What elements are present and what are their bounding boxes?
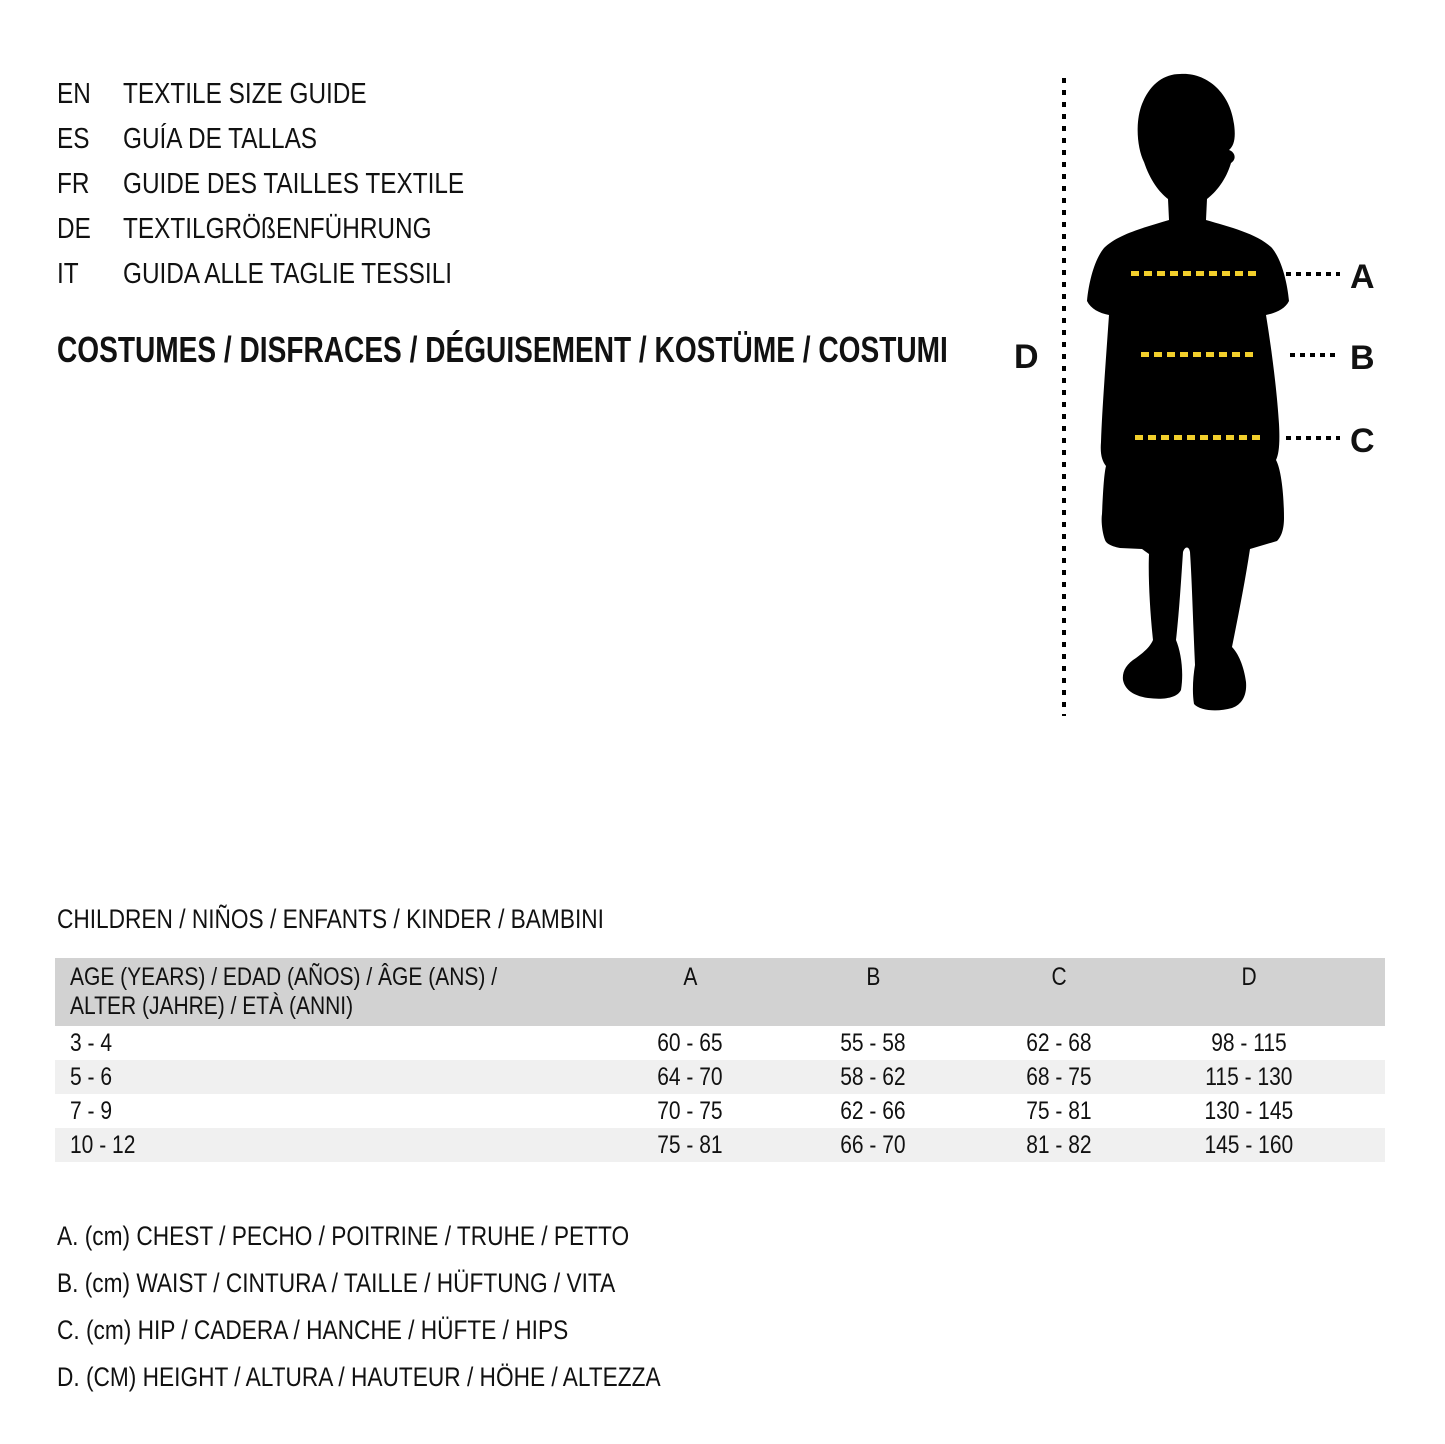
language-code: DE xyxy=(57,213,91,245)
legend-waist: B. (cm) WAIST / CINTURA / TAILLE / HÜFTUNG / VITA xyxy=(57,1268,616,1298)
age-cell: 7 - 9 xyxy=(70,1097,113,1125)
hip-value: 81 - 82 xyxy=(1026,1131,1092,1159)
waist-value: 55 - 58 xyxy=(840,1029,906,1057)
age-header-line2: ALTER (JAHRE) / ETÀ (ANNI) xyxy=(70,992,354,1020)
connector-dots-c xyxy=(1286,436,1340,440)
measure-label-a: A xyxy=(1350,258,1375,296)
waist-measure-dash-line xyxy=(1141,352,1253,357)
height-value: 130 - 145 xyxy=(1204,1097,1294,1125)
chest-value: 70 - 75 xyxy=(657,1097,723,1125)
language-title: TEXTILE SIZE GUIDE xyxy=(123,78,367,110)
chest-value: 75 - 81 xyxy=(657,1131,723,1159)
legend-height: D. (CM) HEIGHT / ALTURA / HAUTEUR / HÖHE / ALTEZZA xyxy=(57,1362,661,1392)
measurement-legend xyxy=(57,1213,776,1401)
hip-value: 75 - 81 xyxy=(1026,1097,1092,1125)
language-row-en xyxy=(57,72,529,117)
language-code: EN xyxy=(57,78,91,110)
language-row-es xyxy=(57,117,529,162)
age-cell: 5 - 6 xyxy=(70,1063,113,1091)
hip-value: 62 - 68 xyxy=(1026,1029,1092,1057)
column-header-b: B xyxy=(865,963,880,991)
column-header-a: A xyxy=(683,963,698,991)
connector-dots-a xyxy=(1286,272,1340,276)
children-section-title: CHILDREN / NIÑOS / ENFANTS / KINDER / BAMBINI xyxy=(57,904,604,934)
height-value: 98 - 115 xyxy=(1210,1029,1287,1057)
table-row-age-7-9 xyxy=(55,1094,1385,1128)
waist-value: 58 - 62 xyxy=(840,1063,906,1091)
legend-chest: A. (cm) CHEST / PECHO / POITRINE / TRUHE / PETTO xyxy=(57,1221,630,1251)
measure-label-c: C xyxy=(1350,422,1375,460)
language-title: GUIDE DES TAILLES TEXTILE xyxy=(123,168,465,200)
chest-value: 64 - 70 xyxy=(657,1063,723,1091)
size-table xyxy=(55,958,1385,1162)
language-title: GUÍA DE TALLAS xyxy=(123,123,318,155)
table-row-age-3-4 xyxy=(55,1026,1385,1060)
height-value: 145 - 160 xyxy=(1204,1131,1294,1159)
language-row-fr xyxy=(57,162,529,207)
connector-dots-b xyxy=(1290,353,1340,357)
measure-label-b: B xyxy=(1350,339,1375,377)
height-measure-dotted-line xyxy=(1062,78,1066,716)
waist-value: 62 - 66 xyxy=(840,1097,906,1125)
chest-measure-dash-line xyxy=(1131,271,1257,276)
column-header-c: C xyxy=(1051,963,1067,991)
hip-measure-dash-line xyxy=(1135,435,1260,440)
legend-hip: C. (cm) HIP / CADERA / HANCHE / HÜFTE / HIPS xyxy=(57,1315,569,1345)
category-title: COSTUMES / DISFRACES / DÉGUISEMENT / KOSTÜME / COSTUMI xyxy=(57,329,948,370)
language-row-it xyxy=(57,252,529,297)
table-row-age-10-12 xyxy=(55,1128,1385,1162)
measure-label-d: D xyxy=(1014,338,1039,376)
size-table-header-row xyxy=(55,958,1385,1026)
column-header-d: D xyxy=(1241,963,1257,991)
language-code: IT xyxy=(57,258,79,290)
language-title: GUIDA ALLE TAGLIE TESSILI xyxy=(123,258,453,290)
chest-value: 60 - 65 xyxy=(657,1029,723,1057)
age-cell: 10 - 12 xyxy=(70,1131,136,1159)
language-code: ES xyxy=(57,123,90,155)
child-silhouette xyxy=(1080,62,1292,712)
language-code: FR xyxy=(57,168,90,200)
age-cell: 3 - 4 xyxy=(70,1029,113,1057)
age-header-line1: AGE (YEARS) / EDAD (AÑOS) / ÂGE (ANS) / xyxy=(70,963,498,991)
height-value: 115 - 130 xyxy=(1205,1063,1293,1091)
language-row-de xyxy=(57,207,529,252)
language-title: TEXTILGRÖßENFÜHRUNG xyxy=(123,213,432,245)
age-header-cell xyxy=(55,958,600,1021)
hip-value: 68 - 75 xyxy=(1026,1063,1092,1091)
table-row-age-5-6 xyxy=(55,1060,1385,1094)
waist-value: 66 - 70 xyxy=(840,1131,906,1159)
language-title-list xyxy=(57,72,529,297)
